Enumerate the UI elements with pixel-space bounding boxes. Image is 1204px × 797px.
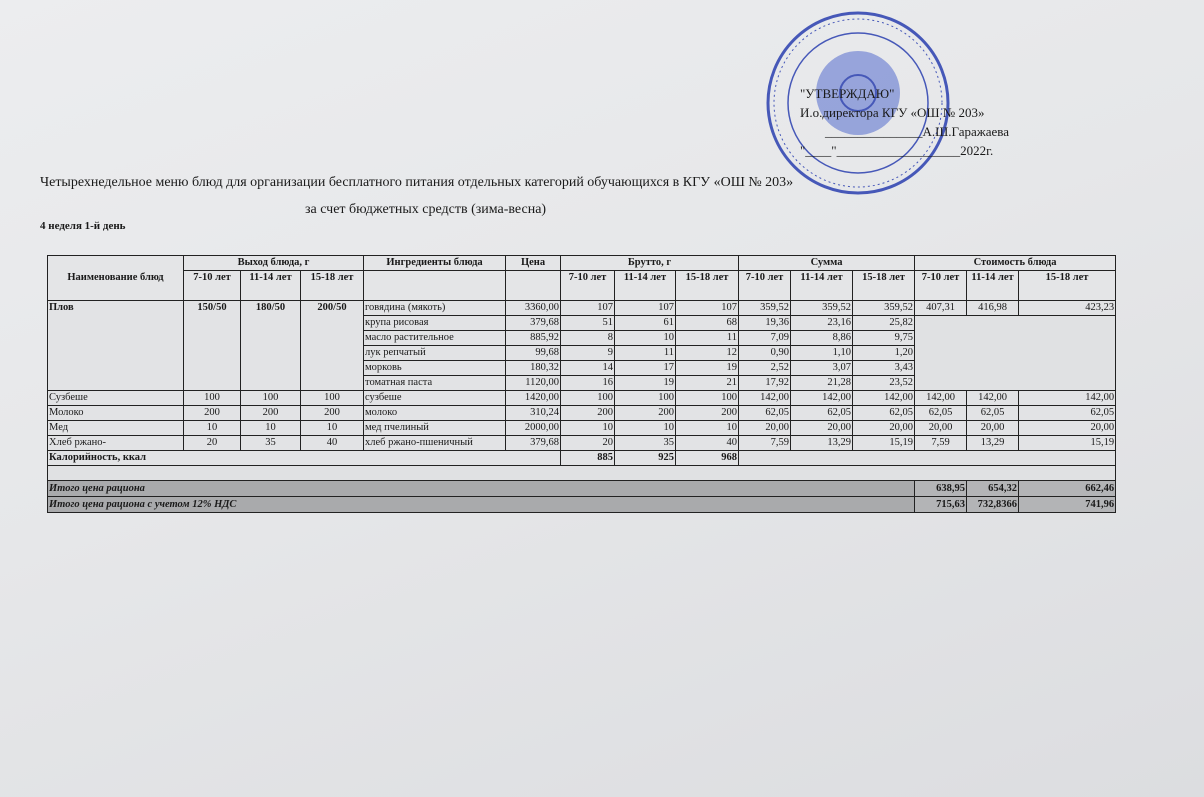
sum-value: 23,52 (853, 376, 915, 391)
total-row (48, 497, 1116, 513)
ingredient-price: 1120,00 (506, 376, 561, 391)
dish-name: Хлеб ржано- (48, 436, 184, 451)
calories-row (48, 451, 1116, 466)
header-output-age-2: 15-18 лет (301, 271, 364, 301)
dish-cost: 142,00 (1019, 391, 1116, 406)
sum-value: 1,10 (791, 346, 853, 361)
dish-name: Плов (48, 301, 184, 391)
dish-output: 100 (184, 391, 241, 406)
ingredient-price: 3360,00 (506, 301, 561, 316)
brutto-value: 107 (615, 301, 676, 316)
total-row (48, 481, 1116, 497)
sum-value: 359,52 (853, 301, 915, 316)
sum-value: 2,52 (739, 361, 791, 376)
sum-value: 359,52 (739, 301, 791, 316)
dish-output: 100 (301, 391, 364, 406)
dish-cost: 15,19 (1019, 436, 1116, 451)
header-cost-age-1: 11-14 лет (967, 271, 1019, 301)
header-brutto-age-2: 15-18 лет (676, 271, 739, 301)
sum-value: 62,05 (791, 406, 853, 421)
sum-value: 7,09 (739, 331, 791, 346)
dish-name: Мед (48, 421, 184, 436)
ingredient-name: хлеб ржано-пшеничный (364, 436, 506, 451)
brutto-value: 21 (676, 376, 739, 391)
brutto-value: 40 (676, 436, 739, 451)
ingredient-price: 2000,00 (506, 421, 561, 436)
brutto-value: 100 (676, 391, 739, 406)
header-ing-blank (364, 271, 506, 301)
sum-value: 3,43 (853, 361, 915, 376)
sum-value: 142,00 (853, 391, 915, 406)
approval-date: "____"___________________2022г. (800, 143, 994, 158)
header-brutto-age-0: 7-10 лет (561, 271, 615, 301)
brutto-value: 11 (615, 346, 676, 361)
brutto-value: 20 (561, 436, 615, 451)
brutto-value: 19 (676, 361, 739, 376)
sum-value: 19,36 (739, 316, 791, 331)
ingredient-name: мед пчелиный (364, 421, 506, 436)
dish-output: 200 (184, 406, 241, 421)
brutto-value: 68 (676, 316, 739, 331)
brutto-value: 12 (676, 346, 739, 361)
brutto-value: 19 (615, 376, 676, 391)
approval-position: И.о.директора КГУ «ОШ № 203» (800, 105, 985, 120)
ingredient-name: томатная паста (364, 376, 506, 391)
sum-value: 23,16 (791, 316, 853, 331)
total-value: 654,32 (967, 481, 1019, 497)
brutto-value: 16 (561, 376, 615, 391)
approval-signatory: _______________А.Ш.Гаражаева (825, 124, 1009, 139)
header-sum-age-1: 11-14 лет (791, 271, 853, 301)
brutto-value: 61 (615, 316, 676, 331)
brutto-value: 200 (615, 406, 676, 421)
total-value: 638,95 (915, 481, 967, 497)
brutto-value: 8 (561, 331, 615, 346)
sum-value: 9,75 (853, 331, 915, 346)
ingredient-name: молоко (364, 406, 506, 421)
dish-output: 200 (301, 406, 364, 421)
dish-cost: 423,23 (1019, 301, 1116, 316)
brutto-value: 100 (561, 391, 615, 406)
dish-output: 200/50 (301, 301, 364, 391)
calories-value: 925 (615, 451, 676, 466)
sum-value: 62,05 (739, 406, 791, 421)
menu-day-label: 4 неделя 1-й день (40, 220, 126, 232)
spacer-row (48, 466, 1116, 481)
total-value: 715,63 (915, 497, 967, 513)
sum-value: 13,29 (791, 436, 853, 451)
ingredient-price: 180,32 (506, 361, 561, 376)
total-value: 741,96 (1019, 497, 1116, 513)
sum-value: 20,00 (853, 421, 915, 436)
header-sum-age-0: 7-10 лет (739, 271, 791, 301)
sum-value: 62,05 (853, 406, 915, 421)
sum-value: 0,90 (739, 346, 791, 361)
brutto-value: 200 (676, 406, 739, 421)
calories-label: Калорийность, ккал (48, 451, 561, 466)
header-ingredients: Ингредиенты блюда (364, 256, 506, 271)
sum-value: 7,59 (739, 436, 791, 451)
header-brutto: Брутто, г (561, 256, 739, 271)
dish-output: 150/50 (184, 301, 241, 391)
header-price-blank (506, 271, 561, 301)
menu-table (47, 255, 1116, 513)
header-price: Цена (506, 256, 561, 271)
ingredient-name: говядина (мякоть) (364, 301, 506, 316)
brutto-value: 10 (615, 331, 676, 346)
dish-cost: 62,05 (1019, 406, 1116, 421)
table-row (48, 436, 1116, 451)
brutto-value: 35 (615, 436, 676, 451)
ingredient-name: сузбеше (364, 391, 506, 406)
brutto-value: 100 (615, 391, 676, 406)
header-cost-age-2: 15-18 лет (1019, 271, 1116, 301)
dish-output: 10 (184, 421, 241, 436)
dish-cost: 13,29 (967, 436, 1019, 451)
sum-value: 17,92 (739, 376, 791, 391)
approval-block (800, 84, 1009, 160)
ingredient-price: 379,68 (506, 436, 561, 451)
header-cost: Стоимость блюда (915, 256, 1116, 271)
ingredient-price: 310,24 (506, 406, 561, 421)
brutto-value: 107 (561, 301, 615, 316)
dish-output: 20 (184, 436, 241, 451)
brutto-value: 10 (676, 421, 739, 436)
ingredient-price: 379,68 (506, 316, 561, 331)
dish-name: Сузбеше (48, 391, 184, 406)
header-sum-age-2: 15-18 лет (853, 271, 915, 301)
table-row (48, 421, 1116, 436)
ingredient-price: 1420,00 (506, 391, 561, 406)
dish-output: 10 (301, 421, 364, 436)
dish-cost: 407,31 (915, 301, 967, 316)
dish-cost: 142,00 (967, 391, 1019, 406)
sum-value: 359,52 (791, 301, 853, 316)
document-subtitle: за счет бюджетных средств (зима-весна) (305, 202, 547, 217)
sum-value: 20,00 (739, 421, 791, 436)
header-cost-age-0: 7-10 лет (915, 271, 967, 301)
header-sum: Сумма (739, 256, 915, 271)
header-output-age-0: 7-10 лет (184, 271, 241, 301)
calories-value: 885 (561, 451, 615, 466)
header-output: Выход блюда, г (184, 256, 364, 271)
total-value: 732,8366 (967, 497, 1019, 513)
ingredient-price: 885,92 (506, 331, 561, 346)
dish-cost: 20,00 (915, 421, 967, 436)
sum-value: 142,00 (739, 391, 791, 406)
header-brutto-age-1: 11-14 лет (615, 271, 676, 301)
header-output-age-1: 11-14 лет (241, 271, 301, 301)
ingredient-name: лук репчатый (364, 346, 506, 361)
calories-value: 968 (676, 451, 739, 466)
brutto-value: 10 (615, 421, 676, 436)
dish-output: 35 (241, 436, 301, 451)
total-value: 662,46 (1019, 481, 1116, 497)
brutto-value: 11 (676, 331, 739, 346)
brutto-value: 17 (615, 361, 676, 376)
dish-output: 180/50 (241, 301, 301, 391)
total-label: Итого цена рациона (48, 481, 915, 497)
dish-cost: 20,00 (1019, 421, 1116, 436)
brutto-value: 14 (561, 361, 615, 376)
sum-value: 15,19 (853, 436, 915, 451)
ingredient-name: масло растительное (364, 331, 506, 346)
document-title: Четырехнедельное меню блюд для организации бесплатного питания отдельных категорий обучающихся в КГУ «ОШ № 203» (40, 175, 794, 190)
brutto-value: 10 (561, 421, 615, 436)
table-row (48, 391, 1116, 406)
ingredient-name: морковь (364, 361, 506, 376)
total-label: Итого цена рациона с учетом 12% НДС (48, 497, 915, 513)
sum-value: 3,07 (791, 361, 853, 376)
approval-heading: "УТВЕРЖДАЮ" (800, 86, 895, 101)
ingredient-name: крупа рисовая (364, 316, 506, 331)
dish-output: 10 (241, 421, 301, 436)
table-row (48, 406, 1116, 421)
sum-value: 20,00 (791, 421, 853, 436)
dish-output: 200 (241, 406, 301, 421)
brutto-value: 9 (561, 346, 615, 361)
sum-value: 8,86 (791, 331, 853, 346)
brutto-value: 200 (561, 406, 615, 421)
dish-output: 100 (241, 391, 301, 406)
cost-blank (915, 316, 1116, 391)
brutto-value: 107 (676, 301, 739, 316)
dish-cost: 20,00 (967, 421, 1019, 436)
dish-cost: 142,00 (915, 391, 967, 406)
brutto-value: 51 (561, 316, 615, 331)
dish-name: Молоко (48, 406, 184, 421)
sum-value: 21,28 (791, 376, 853, 391)
header-dish-name: Наименование блюд (48, 256, 184, 301)
calories-blank (739, 451, 1116, 466)
dish-cost: 62,05 (915, 406, 967, 421)
dish-cost: 62,05 (967, 406, 1019, 421)
sum-value: 25,82 (853, 316, 915, 331)
table-row (48, 301, 1116, 316)
sum-value: 142,00 (791, 391, 853, 406)
dish-output: 40 (301, 436, 364, 451)
dish-cost: 416,98 (967, 301, 1019, 316)
sum-value: 1,20 (853, 346, 915, 361)
ingredient-price: 99,68 (506, 346, 561, 361)
dish-cost: 7,59 (915, 436, 967, 451)
